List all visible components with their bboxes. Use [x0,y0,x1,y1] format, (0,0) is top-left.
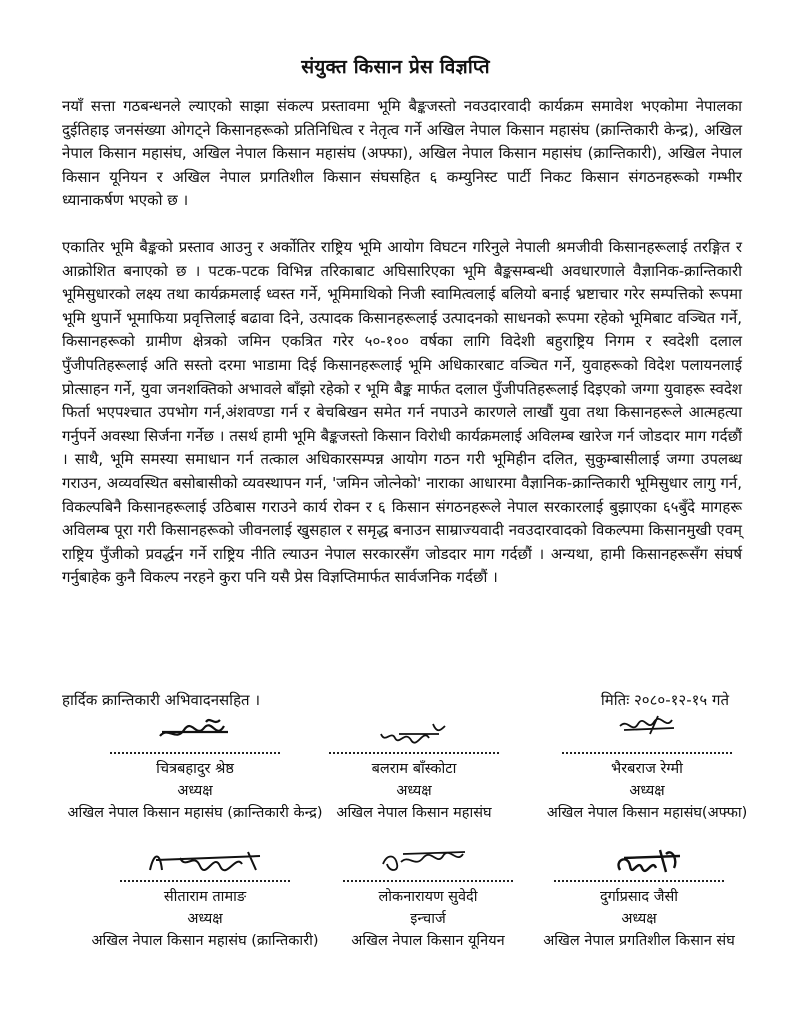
signatory-role: अध्यक्ष [629,783,665,799]
handwritten-signature [562,712,732,752]
handwritten-signature [329,712,499,752]
closing-greeting: हार्दिक क्रान्तिकारी अभिवादनसहित । [62,691,261,709]
signature-line [562,752,732,754]
signatory-organization: अखिल नेपाल प्रगतिशील किसान संघ [543,933,735,949]
paragraph-intro: नयाँ सत्ता गठबन्धनले ल्याएको साझा संकल्प प्रस्तावमा भूमि बैङ्कजस्तो नवउदारवादी कार्यक्रम समावेश भएकोमा नेपालका दुईतिहाइ जनसंख्या ओगट्ने किसानहरूको प्रतिनिधित्व र नेतृत्व गर्ने अखिल नेपाल किसान महासंघ (क्रान्तिकारी केन्द्र), अखिल नेपाल किसान महासंघ, अखिल नेपाल किसान महासंघ (अफ्फा), अखिल नेपाल किसान महासंघ (क्रान्तिकारी), अखिल नेपाल किसान यूनियन र अखिल नेपाल प्रगतिशील किसान संघसहित ६ कम्युनिस्ट पार्टी निकट किसान संगठनहरूको गम्भीर ध्यानाकर्षण भएको छ । [62,97,742,210]
handwritten-signature [120,840,290,880]
signature-line [120,880,290,882]
signatory-organization: अखिल नेपाल किसान महासंघ (क्रान्तिकारी) [91,933,319,949]
signature-line [554,880,724,882]
signatory-name: सीताराम तामाङ [163,889,247,905]
signatory-organization: अखिल नेपाल किसान महासंघ(अफ्फा) [546,805,748,821]
handwritten-signature [110,712,280,752]
signatory-organization: अखिल नेपाल किसान यूनियन [351,933,505,949]
handwritten-signature [554,840,724,880]
signatory-name: बलराम बाँस्कोटा [371,761,457,777]
handwritten-signature [343,840,513,880]
signature-line [110,752,280,754]
release-date: मितिः २०८०-१२-१५ गते [600,691,729,709]
signatory-name: दुर्गाप्रसाद जैसी [599,889,679,905]
signature-line [329,752,499,754]
signatory-name: लोकनारायण सुवेदी [378,889,478,905]
signature-line [343,880,513,882]
paragraph-demands: एकातिर भूमि बैङ्कको प्रस्ताव आउनु र अर्कोतिर राष्ट्रिय भूमि आयोग विघटन गरिनुले नेपाली श्रमजीवी किसानहरूलाई तरङ्गित र आक्रोशित बनाएको छ । पटक-पटक विभिन्न तरिकाबाट अघिसारिएका भूमि बैङ्कसम्बन्धी अवधारणाले वैज्ञानिक-क्रान्तिकारी भूमिसुधारको लक्ष्य तथा कार्यक्रमलाई ध्वस्त गर्ने, भूमिमाथिको निजी स्वामित्वलाई बलियो बनाई भ्रष्टाचार गरेर सम्पत्तिको रूपमा भूमि थुपार्ने भूमाफिया प्रवृत्तिलाई बढावा दिने, उत्पादक किसानहरूलाई उत्पादनको साधनको रूपमा रहेको भूमिबाट वञ्चित गर्ने, किसानहरूको ग्रामीण क्षेत्रको जमिन एकत्रित गरेर ५०-१०० वर्षका लागि विदेशी बहुराष्ट्रिय निगम र स्वदेशी दलाल पुँजीपतिहरूलाई अति सस्तो दरमा भाडामा दिई किसानहरूलाई भूमि अधिकारबाट वञ्चित गर्ने, युवाहरूको विदेश पलायनलाई प्रोत्साहन गर्ने, युवा जनशक्तिको अभावले बाँझो रहेको र भूमि बैङ्क मार्फत दलाल पुँजीपतिहरूलाई दिइएको जग्गा युवाहरू स्वदेश फिर्ता भएपश्चात उपभोग गर्न,अंशवण्डा गर्न र बेचबिखन समेत गर्न नपाउने कारणले लाखौं युवा तथा किसानहरूले आत्महत्या गर्नुपर्ने अवस्था सिर्जना गर्नेछ । तसर्थ हामी भूमि बैङ्कजस्तो किसान विरोधी कार्यक्रमलाई अविलम्ब खारेज गर्न जोडदार माग गर्दछौं । साथै, भूमि समस्या समाधान गर्न तत्काल अधिकारसम्पन्न आयोग गठन गरी भूमिहीन दलित, सुकुम्बासीलाई जग्गा उपलब्ध गराउन, अव्यवस्थित बसोबासीको व्यवस्थापन गर्न, 'जमिन जोत्नेको' नाराका आधारमा वैज्ञानिक-क्रान्तिकारी भूमिसुधार लागु गर्न, विकल्पबिनै किसानहरूलाई उठिबास गराउने कार्य रोक्न र ६ किसान संगठनहरूले नेपाल सरकारलाई बुझाएका ६५बुँदे मागहरू अविलम्ब पूरा गरी किसानहरूको जीवनलाई खुसहाल र समृद्ध बनाउन साम्राज्यवादी नवउदारवादको विकल्पमा किसानमुखी एवम् राष्ट्रिय पुँजीको प्रवर्द्धन गर्ने राष्ट्रिय नीति ल्याउन नेपाल सरकारसँग जोडदार माग गर्दछौं । अन्यथा, हामी किसानहरूसँग संघर्ष गर्नुबाहेक कुनै विकल्प नरहने कुरा पनि यसै प्रेस विज्ञप्तिमार्फत सार्वजनिक गर्दछौं । [62,238,742,587]
signatory-name: चित्रबहादुर श्रेष्ठ [156,761,234,777]
signatory-role: इन्चार्ज [410,911,446,927]
signatory-name: भैरबराज रेग्मी [611,761,683,777]
signatory-block-3 [522,712,772,824]
signatory-organization: अखिल नेपाल किसान महासंघ (क्रान्तिकारी केन्द्र) [67,805,323,821]
signatory-organization: अखिल नेपाल किसान महासंघ [336,805,492,821]
signatory-block-6 [514,840,764,952]
page-title: संयुक्त किसान प्रेस विज्ञप्ति [301,56,490,78]
signatory-role: अध्यक्ष [396,783,432,799]
signatory-role: अध्यक्ष [621,911,657,927]
signatory-role: अध्यक्ष [187,911,223,927]
signatory-role: अध्यक्ष [177,783,213,799]
